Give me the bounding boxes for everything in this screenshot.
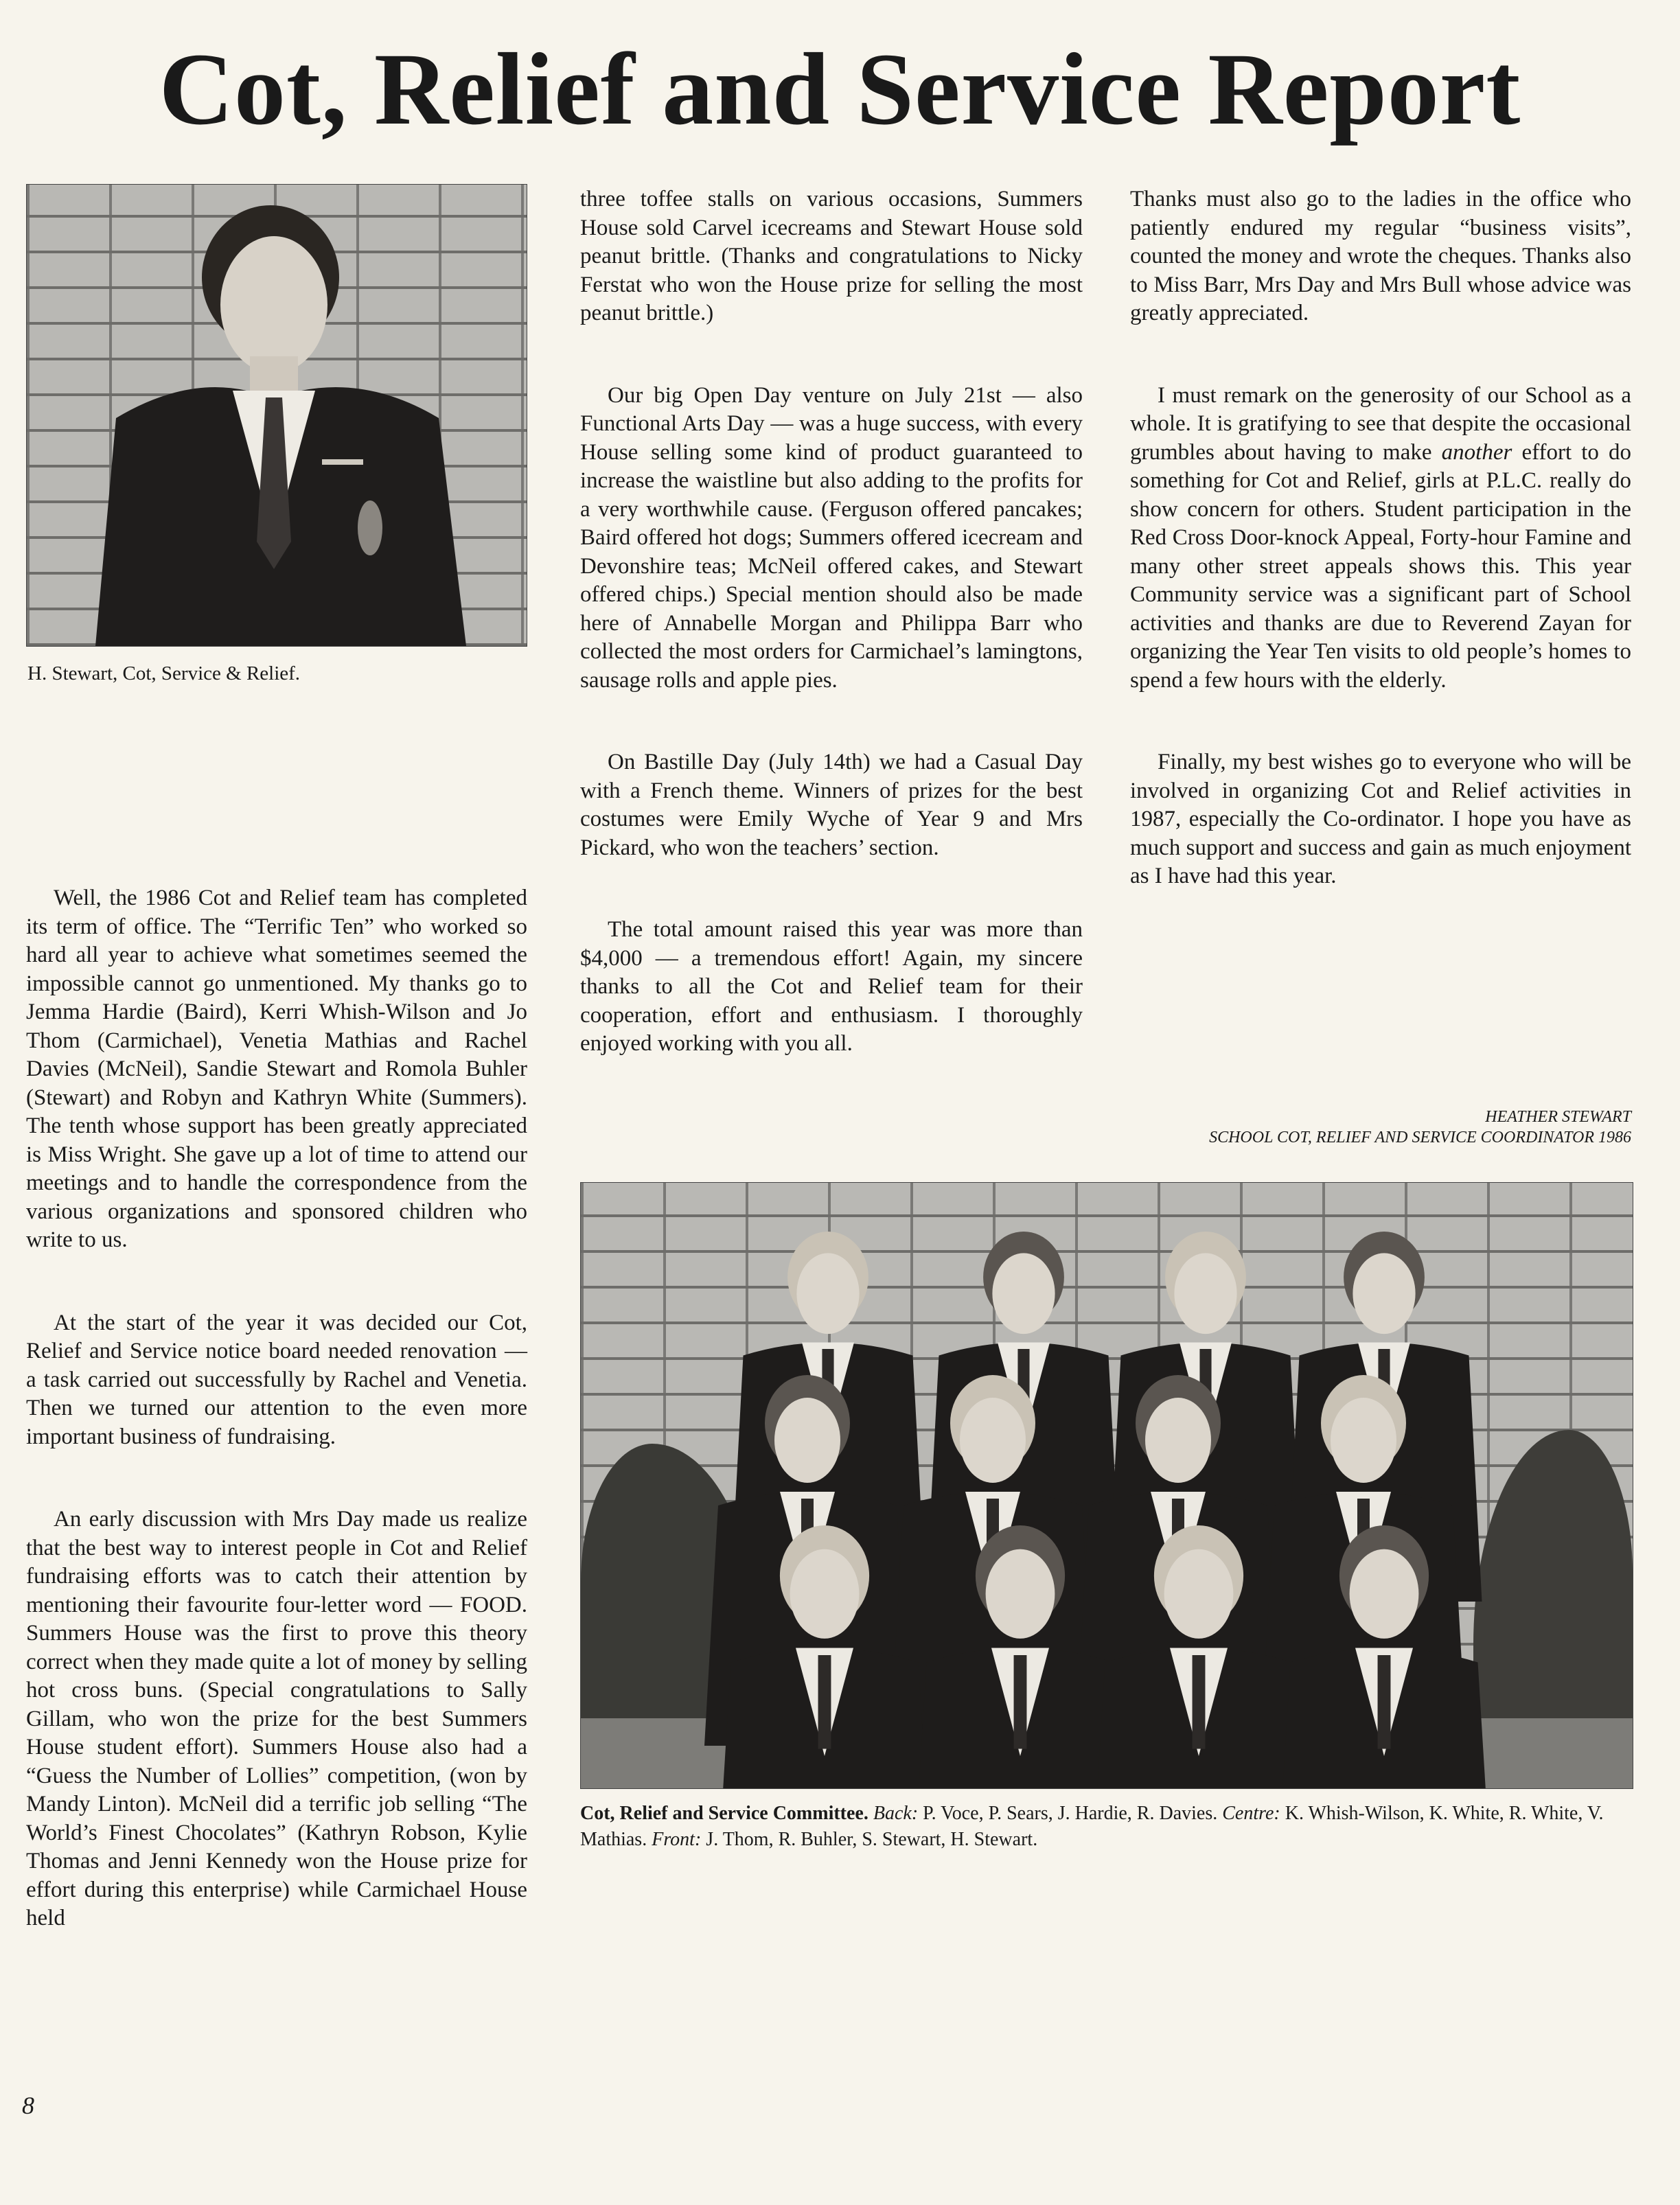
column-1: [26, 884, 527, 1933]
page-title: Cot, Relief and Service Report: [159, 32, 1521, 146]
col3-emphasis-another: another: [1441, 439, 1512, 465]
col2-paragraph-2: Our big Open Day venture on July 21st — also Functional Arts Day — was a huge success, with every House selling some kind of product guaranteed to increase the waistline but also adding to the profits for a very worthwhile cause. (Ferguson offered pancakes; Baird offered hot dogs; Summers offered icecream and Devonshire teas; McNeil offered cakes, and Stewart offered chips.) Special mention should also be made here of Annabelle Morgan and Philippa Barr who collected the most orders for Carmichael’s lamingtons, sausage rolls and apple pies.: [580, 382, 1083, 693]
col1-paragraph-1: Well, the 1986 Cot and Relief team has completed its term of office. The “Terrific Ten” who worked so hard all year to achieve what sometimes seemed the impossible cannot go unmentioned. My thanks go to Jemma Hardie (Baird), Kerri Whish-Wilson and Jo Thom (Carmichael), Venetia Mathias and Rachel Davies (McNeil), Sandie Stewart and Romola Buhler (Stewart) and Robyn and Kathryn White (Summers). The tenth whose support has been greatly appreciated is Miss Wright. She gave up a lot of time to attend our meetings and to handle the correspondence from the various organizations and sponsored children who write to us.: [26, 886, 527, 1252]
page-number: 8: [22, 2092, 34, 2119]
portrait-caption: H. Stewart, Cot, Service & Relief.: [27, 662, 301, 684]
col2-paragraph-4: The total amount raised this year was more than $4,000 — a tremendous effort! Again, my sincere thanks to all the Cot and Relief team for their cooperation, effort and enthusiasm. I thoroughly enjoyed working with you all.: [580, 917, 1083, 1056]
caption-centre-names: K. Whish-Wilson, K. White, R. White, V. Mathias.: [580, 1803, 1604, 1850]
col1-paragraph-2: At the start of the year it was decided our Cot, Relief and Service notice board needed renovation — a task carried out successfully by Rachel and Venetia. Then we turned our attention to the even more important business of fundraising.: [26, 1310, 527, 1449]
caption-back-label: Back:: [873, 1803, 919, 1824]
student-portrait-figure: [27, 185, 527, 646]
group-photo: [580, 1182, 1633, 1789]
col1-paragraph-3: An early discussion with Mrs Day made us realize that the best way to interest people in Cot and Relief fundraising efforts was to catch their attention by mentioning their favourite four-letter word — FOOD. Summers House was the first to prove this theory correct when they made quite a lot of money by selling hot cross buns. (Special congratulations to Sally Gillam, who won the prize for the best Summers House student effort). Summers House also had a “Guess the Number of Lollies” competition, (won by Mandy Linton). McNeil did a terrific job selling “The World’s Finest Chocolates” (Kathryn Robson, Kylie Thomas and Jenni Kennedy won the House prize for effort during this enterprise) while Carmichael House held: [26, 1507, 527, 1930]
caption-front-label: Front:: [652, 1829, 702, 1850]
signature-role: SCHOOL COT, RELIEF AND SERVICE COORDINATOR 1986: [1209, 1129, 1631, 1146]
col3-paragraph-2: [1130, 382, 1631, 695]
portrait-photo: [26, 184, 527, 647]
col3-paragraph-2-end: effort to do something for Cot and Relief, girls at P.L.C. really do show concern for others. Student participation in the Red Cross Door-knock Appeal, Forty-hour Famine and many other street appeals shows this. This year Community service was a significant part of School activities and thanks are due to Reverend Zayan for organizing the Year Ten visits to old people’s homes to spend a few hours with the elderly.: [1130, 439, 1632, 693]
column-2: [580, 185, 1083, 1059]
signature-block: [1085, 1107, 1631, 1148]
col3-paragraph-3: Finally, my best wishes go to everyone who will be involved in organizing Cot and Relief activities in 1987, especially the Co-ordinator. I hope you have as much support and success and gain as much enjoyment as I have had this year.: [1130, 750, 1631, 888]
caption-centre-label: Centre:: [1222, 1803, 1280, 1824]
col3-paragraph-2-start: I must remark on the generosity of our School as a whole. It is gratifying to see that despite the occasional grumbles about having to make: [1130, 382, 1631, 465]
column-3: [1130, 185, 1631, 891]
col2-paragraph-1: three toffee stalls on various occasions, Summers House sold Carvel icecreams and Stewart House sold peanut brittle. (Thanks and congratulations to Nicky Ferstat who won the House prize for selling the most peanut brittle.): [580, 187, 1083, 325]
group-students: [581, 1183, 1633, 1788]
caption-back-names: P. Voce, P. Sears, J. Hardie, R. Davies.: [923, 1803, 1218, 1824]
group-caption: [580, 1801, 1632, 1853]
caption-front-names: J. Thom, R. Buhler, S. Stewart, H. Stewart.: [706, 1829, 1038, 1850]
caption-heading: Cot, Relief and Service Committee.: [580, 1803, 868, 1824]
col3-paragraph-1: Thanks must also go to the ladies in the office who patiently endured my regular “business visits”, counted the money and wrote the cheques. Thanks also to Miss Barr, Mrs Day and Mrs Bull whose advice was greatly appreciated.: [1130, 187, 1631, 325]
col2-paragraph-3: On Bastille Day (July 14th) we had a Casual Day with a French theme. Winners of prizes for the best costumes were Emily Wyche of Year 9 and Mrs Pickard, who won the teachers’ section.: [580, 750, 1083, 860]
signature-name: HEATHER STEWART: [1485, 1108, 1631, 1126]
